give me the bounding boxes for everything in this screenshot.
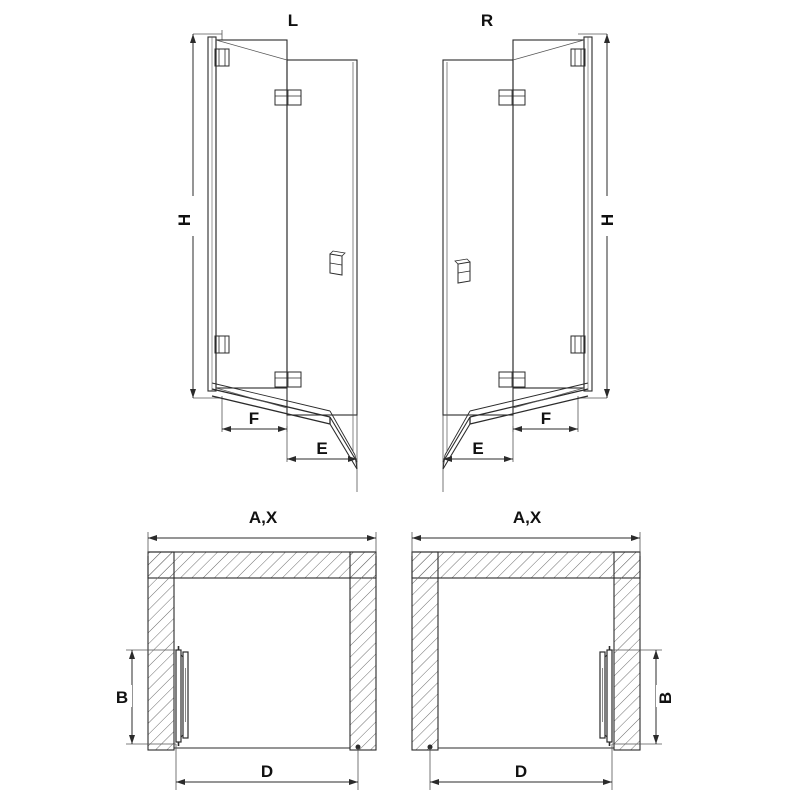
elevation-right-glass-panels — [443, 40, 584, 452]
label-H-left: H — [175, 213, 194, 227]
plan-right-view — [412, 506, 676, 790]
label-F-right: F — [540, 409, 552, 428]
dim-AX-right — [412, 506, 640, 556]
label-AX-right: A,X — [512, 508, 542, 527]
label-AX-left: A,X — [248, 508, 278, 527]
label-E-right: E — [472, 439, 484, 458]
elevation-left-view — [174, 11, 357, 492]
hinge-top-center-left — [275, 90, 301, 105]
label-D-left: D — [260, 762, 274, 781]
dim-D-right — [430, 744, 612, 790]
title-right-variant: R — [480, 11, 494, 30]
hinge-bottom-wall-right — [571, 336, 585, 353]
elevation-left-hinges — [215, 49, 301, 387]
label-H-right: H — [598, 213, 617, 227]
hinge-top-wall-left — [215, 49, 229, 66]
label-F-left: F — [248, 409, 260, 428]
dim-AX-left — [148, 506, 376, 556]
dim-H-left — [174, 34, 196, 398]
handle-right — [455, 259, 470, 283]
hinge-bottom-center-left — [275, 372, 301, 387]
dim-E-left — [287, 438, 357, 459]
plan-right-door-leaves — [600, 646, 612, 746]
handle-left — [330, 251, 345, 275]
elevation-right-threshold — [443, 383, 588, 469]
label-B-right: B — [656, 691, 675, 705]
hinge-top-wall-right — [571, 49, 585, 66]
elevation-left-threshold — [212, 383, 357, 469]
plan-left-door-leaves — [176, 646, 188, 746]
dim-H-right — [598, 34, 620, 398]
hinge-top-center-right — [499, 90, 525, 105]
plan-left-view — [112, 506, 376, 790]
hinge-bottom-center-right — [499, 372, 525, 387]
elevation-right-view — [443, 11, 620, 492]
dim-E-right — [443, 438, 513, 459]
title-left-variant: L — [287, 11, 299, 30]
label-D-right: D — [514, 762, 528, 781]
plan-left-walls — [148, 552, 376, 750]
label-B-left: B — [115, 688, 129, 707]
elevation-right-hinges — [499, 49, 585, 387]
dim-D-left — [176, 744, 358, 790]
label-E-left: E — [316, 439, 328, 458]
elevation-left-glass-panels — [216, 40, 357, 452]
plan-right-walls — [412, 552, 640, 750]
hinge-bottom-wall-left — [215, 336, 229, 353]
